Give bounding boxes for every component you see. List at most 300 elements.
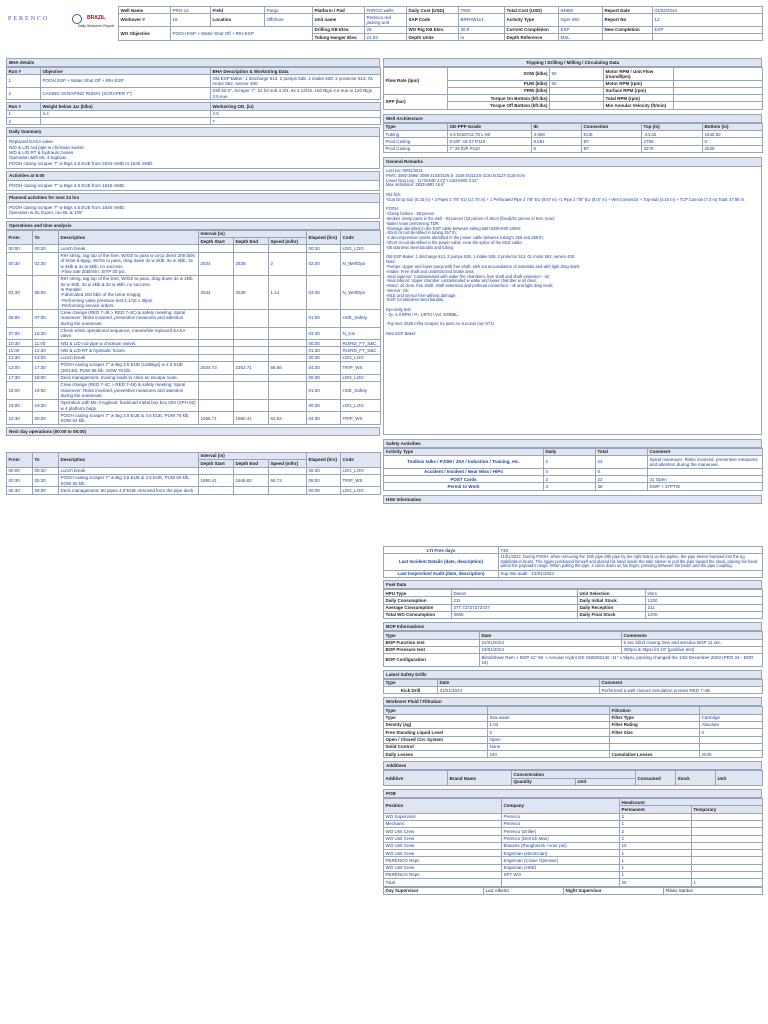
operation-cell: 01:00	[307, 381, 341, 399]
tripping-label: Motor RPM (rpm)	[604, 80, 674, 87]
safety-comment: DWP + 37PTW	[648, 483, 763, 490]
operation-cell	[269, 467, 307, 474]
text-line: POOH:	[386, 206, 400, 212]
general-remarks-text	[384, 167, 761, 339]
operation-cell: 04:30	[307, 361, 341, 374]
pob-row	[384, 879, 763, 886]
flow-rate-label: Flow Rate (lpm)	[384, 68, 448, 95]
night-supervisor-label: Night Supervisor	[564, 887, 664, 894]
operation-cell: 12:30	[33, 347, 59, 354]
operation-cell: 18:00	[7, 381, 33, 399]
operation-cell: POOH casing scraper 7" w Big 3.5 EUE & 4.5 EUE, PUW 76 klb, SOW 62 klb.	[59, 412, 199, 425]
planned-activities-text	[7, 203, 379, 218]
operation-cell: 17:30	[33, 361, 59, 374]
operation-cell: HSE_Safety	[341, 381, 381, 399]
operation-cell: POOH casing scraper 7" w Big 3.5 EUE (120Bigs) w 4.5 EUE (30/148), PUW 88 klb, SOW 70 klb.	[59, 361, 199, 374]
bop-date: 22/01/2024	[480, 639, 622, 646]
pob-cell: 2	[620, 828, 692, 835]
temporary-col: Temporary	[692, 806, 763, 813]
text-line: -Short circuit identified in the power cable, near the splice of the MLE cable;	[386, 239, 523, 245]
operation-cell: 11:00	[7, 347, 33, 354]
general-remarks	[383, 157, 762, 435]
operation-cell: 06:00	[33, 487, 59, 494]
supervisor-table	[383, 887, 763, 895]
depth-end-col: Depth End	[234, 460, 269, 467]
operation-cell	[269, 245, 307, 252]
fuel-cell: Total WO Consumption	[384, 611, 452, 618]
header-label: Depth Reference	[505, 34, 559, 41]
pob-row	[384, 842, 763, 849]
well-arch-cell: 2755	[642, 138, 703, 145]
header-value: 30.9	[459, 26, 505, 33]
fluid-header	[488, 707, 610, 714]
operation-cell: 18:00	[33, 374, 59, 381]
text-line: -Baker team performing TDR:	[386, 220, 440, 226]
text-line: - Q= 4.0 BPM / P= 13PSI / Vol. 200BBL.	[386, 311, 459, 317]
fuel-cell: 1200	[646, 611, 763, 618]
bha-header: BHA Description & Workstring Data	[211, 68, 381, 75]
operation-cell: 02:00	[307, 252, 341, 275]
to-col: To	[33, 230, 59, 245]
bha-weight-header: Workstring OD. (in)	[211, 103, 381, 110]
well-architecture-title: Well Architecture	[383, 114, 762, 123]
operation-cell	[199, 327, 234, 340]
safety-table	[383, 448, 763, 491]
header-label: New Completion	[603, 26, 653, 33]
bha-cell: 1	[7, 75, 41, 88]
text-line: -Pumps: Upper and lower pump with free shaft, with out accumulation of materials and with light drag mark;	[386, 263, 581, 269]
pob-cell: 1	[620, 820, 692, 827]
operation-cell	[234, 354, 269, 361]
safety-comment: Spiral maneuver: Risks involved, preventive measures and attention during the maneuver.	[648, 456, 763, 469]
operation-cell	[269, 487, 307, 494]
fuel-row	[384, 604, 763, 611]
text-line: Old fish:	[386, 191, 402, 197]
operation-cell: 2	[269, 252, 307, 275]
operation-row	[7, 252, 381, 275]
operation-cell	[199, 309, 234, 327]
operation-cell: Lunch break	[59, 467, 199, 474]
lti-label: LTI Free days	[384, 547, 499, 554]
well-arch-cell: EUE	[582, 131, 642, 138]
fuel-cell: 211	[646, 604, 763, 611]
bha-cell: Drill bit 6", Scraper 7", 01 bit sub 4.3/4, 8x 4.13/16, 150 Bigs 4.5 eue to 120 Bigs 3.5 eue	[211, 87, 381, 100]
text-line: POOH casing scraper 7" w Bigs 4.5 EUE from 2534 mMD to 1646 mMD.	[9, 160, 154, 166]
text-line: N/D & L/D RT & hydraulic hoses.	[9, 149, 75, 155]
header-value: 12	[653, 14, 763, 27]
elapsed-col: Elapsed (hrs)	[307, 230, 341, 245]
operation-row	[7, 399, 381, 412]
operation-cell	[234, 309, 269, 327]
operation-cell: 2538	[234, 252, 269, 275]
operation-cell: 04:30	[307, 412, 341, 425]
description-col: Description	[59, 452, 199, 467]
from-col: From	[7, 230, 33, 245]
pob-cell: PERENCO Reps	[384, 857, 502, 864]
well-arch-row	[384, 138, 763, 145]
drills-title: Latest Safety Drills	[383, 670, 762, 679]
operation-cell: N_WellOps	[341, 275, 381, 309]
operation-cell	[269, 347, 307, 354]
bop-type: BOP Pressure test	[384, 646, 480, 653]
text-line: -Seal inferior: Upper chamber contaminated w water and lower chamber w oil clear;	[386, 278, 538, 284]
fuel-cell: Diesel	[452, 590, 578, 597]
company-col: Company	[502, 799, 620, 814]
wo-objective-label: WO Objective	[119, 26, 171, 41]
header-value: BRPAW114	[459, 14, 505, 27]
operation-cell: Lunch break	[59, 354, 199, 361]
header-label: Report Date	[603, 7, 653, 14]
header-value: MSL	[559, 34, 603, 41]
operation-cell: Check w/Sis operational sequence, meanwhile replaced EASA valve.	[59, 327, 199, 340]
pob-cell: Engeman (Crane Operator)	[502, 857, 620, 864]
text-line: Operation w SL Expro, run BL & 125"	[9, 210, 84, 216]
operation-cell: 10:30	[33, 327, 59, 340]
bha-cell: Old ESP Baker: 1 discharge 513, 2 pumps 538, 1 intake 538, 2 protector 513, 01 motor 562, sensor 400.	[211, 75, 381, 88]
well-arch-header: Connection	[582, 123, 642, 130]
drills-header: Comment	[600, 679, 763, 686]
operation-cell: 00:30	[7, 252, 33, 275]
text-line: -Short circuit identified in tubing 257 th;	[386, 230, 457, 236]
bha-weight-cell: 4.4	[41, 110, 211, 117]
pob-cell: Total	[384, 879, 502, 886]
header-label: Well Name	[119, 7, 171, 14]
operation-cell: 02:30	[33, 252, 59, 275]
text-line: Perfs: 3092-3096/ 3098-3103/3105.5- 3108.5/3113.5-3120.6/3127-3130 m/m	[386, 172, 525, 178]
fluid-row	[384, 729, 763, 736]
operation-cell	[199, 399, 234, 412]
header-label: Report No	[603, 14, 653, 27]
safety-comment	[648, 468, 763, 475]
operation-cell: 00:30	[307, 340, 341, 347]
pob-cell	[692, 857, 763, 864]
fluid-row	[384, 743, 763, 750]
fluid-cell: 240	[488, 751, 610, 758]
drill-comment: Performed a well closure simulation w team RED 7-4B.	[600, 687, 763, 694]
pob-cell: Perenco (Driller)	[502, 828, 620, 835]
text-line: -Motor: oil clear, free shaft, shaft extension and pothead connection - ok and light drag mark;	[386, 283, 554, 289]
operation-cell: 11:00	[33, 340, 59, 347]
pob-cell: 2	[620, 813, 692, 820]
operation-cell: TRIP_WS	[341, 474, 381, 487]
pob-row	[384, 813, 763, 820]
tripping-label: Min Annular Velocity (ft/min)	[604, 102, 674, 109]
text-line: N/D & L/D rod pipe w chicksan swivel.	[9, 144, 85, 150]
tripping-label: SOW (klbs)	[448, 68, 550, 81]
operation-cell: 00:30	[7, 474, 33, 487]
well-arch-cell: 8.681	[532, 138, 582, 145]
fluid-cell: 2045	[700, 751, 763, 758]
spp-label: SPP (bar)	[384, 95, 448, 110]
fluid-cell: Density (sg)	[384, 721, 488, 728]
fluid-row	[384, 714, 763, 721]
operation-cell	[269, 354, 307, 361]
operation-cell: 06:00	[33, 275, 59, 309]
planned-activities	[6, 193, 380, 219]
operation-cell: Crew change (RED 7-4C > RED 7-48) & safety meeting: Spiral maneuver: Risks involved, preventive measures and attention during the maneuver.	[59, 381, 199, 399]
operation-cell: 01:00	[307, 309, 341, 327]
report-header	[6, 6, 762, 55]
bha-weight-cell: 7	[211, 118, 381, 125]
operation-cell: 19:30	[7, 412, 33, 425]
operation-row	[7, 347, 381, 354]
operation-cell	[234, 467, 269, 474]
well-architecture-table	[383, 123, 763, 153]
safety-total: 22	[596, 456, 648, 469]
tripping-value	[674, 68, 763, 81]
well-arch-cell: BT	[582, 138, 642, 145]
operation-row	[7, 245, 381, 252]
operation-cell: 00:00	[7, 467, 33, 474]
operation-cell: 05:30	[7, 487, 33, 494]
operation-cell: TRIP_WS	[341, 412, 381, 425]
operation-cell: 05:00	[307, 474, 341, 487]
bop-type: BOP Configuration	[384, 654, 480, 667]
fluid-cell: Open	[488, 736, 610, 743]
right-column	[383, 58, 762, 504]
tripping-value	[674, 102, 763, 109]
quantity-col: Quantity	[512, 778, 576, 785]
headcount-col: Headcount	[620, 799, 763, 806]
fluid-row	[384, 721, 763, 728]
well-arch-cell: BT	[582, 145, 642, 152]
pob-cell: 1	[692, 879, 763, 886]
fluid-cell: Filter Size	[610, 729, 700, 736]
header-value: m	[459, 34, 505, 41]
operation-cell	[234, 340, 269, 347]
operation-cell: 03:30	[307, 327, 341, 340]
safety-total: 22	[596, 476, 648, 483]
text-line: -Broken clamp parts in the well - 94 pieces (33 pieces of 16cm (fixed)/61 pieces of 9cm (rear)	[386, 215, 555, 221]
well-arch-cell: 4.5 EUE#12.75 L-80	[448, 131, 532, 138]
next-day-title: Next day operations (00:00 to 06:00)	[6, 427, 380, 436]
header-label: Unit name	[313, 14, 365, 27]
fluid-cell: Filter Rating	[610, 721, 700, 728]
operation-cell: 2538	[234, 275, 269, 309]
safety-daily: 2	[544, 476, 596, 483]
operation-row	[7, 361, 381, 374]
operation-cell	[199, 374, 234, 381]
pob-cell: WO Unit Crew	[384, 835, 502, 842]
operation-cell	[234, 487, 269, 494]
tripping-value	[674, 80, 763, 87]
drills-header: Type	[384, 679, 438, 686]
well-arch-cell: Tubing	[384, 131, 448, 138]
operation-row	[7, 487, 381, 494]
pob-cell	[692, 813, 763, 820]
operation-cell: LDG_LOG	[341, 245, 381, 252]
operation-cell: 2266.71	[199, 412, 234, 425]
operation-cell	[269, 340, 307, 347]
fuel-cell: 277.72727272727	[452, 604, 578, 611]
tripping-value	[674, 87, 763, 94]
header-value: Pargo	[265, 7, 313, 14]
operation-row	[7, 340, 381, 347]
fluid-cell: Daily Losses	[384, 751, 488, 758]
operation-cell: 66.72	[269, 474, 307, 487]
depth-end-col: Depth End	[234, 238, 269, 245]
perenco-logo-icon	[72, 14, 82, 24]
well-arch-header: Type	[384, 123, 448, 130]
bha-cell: 2	[7, 87, 41, 100]
pob-row	[384, 871, 763, 878]
safety-title: Safety Activities	[383, 439, 762, 448]
daily-summary-title: Daily Summary	[7, 128, 379, 137]
operation-cell: RU/RD_FT_S&C	[341, 347, 381, 354]
fluid-header: Type	[384, 707, 488, 714]
unit-col: Unit	[716, 771, 763, 786]
pob-title: POB	[383, 789, 762, 798]
header-value: PARGO wells	[365, 7, 407, 14]
text-line: -Sensor: Ok;	[386, 287, 409, 293]
fluid-cell	[700, 736, 763, 743]
night-supervisor: Flávio Santos	[664, 887, 763, 894]
operation-row	[7, 381, 381, 399]
operation-cell	[269, 309, 307, 327]
elapsed-col: Elapsed (hrs)	[307, 452, 341, 467]
header-value: 25	[365, 26, 407, 33]
operation-cell	[234, 374, 269, 381]
operation-row	[7, 474, 381, 487]
pob-row	[384, 857, 763, 864]
operation-cell: 2534	[199, 252, 234, 275]
well-arch-cell: 0	[703, 138, 763, 145]
wo-objective: POOH ESP + Water Shut Off + RIH ESP	[171, 26, 313, 41]
operation-cell: 2534.73	[199, 361, 234, 374]
operation-cell: 00:30	[307, 487, 341, 494]
fluid-cell: 0	[700, 729, 763, 736]
incident-text: 11/01/2022. During POOH, when removing the 15th pipe (8th pipe by the right team) on the pipline, the pipe sleeve bumped into the rig stabilization beam. The rigger positioned himself and placed his hand inside the tube sleeve to pull the pipe toward the stock, placing his hand within the payload's range. When pulling the pipe, it came down on his finger, pressing between the beam and the pipe coupling.	[499, 554, 763, 570]
operation-row	[7, 309, 381, 327]
well-arch-header: ID	[532, 123, 582, 130]
pob-cell: WO Unit Crew	[384, 850, 502, 857]
bha-table	[6, 67, 381, 100]
operation-cell: 19:00	[7, 399, 33, 412]
code-col: Code	[341, 452, 381, 467]
consumed-col: Consumed	[636, 771, 676, 786]
text-line: -4 decompression points identified in the power cable between tubing's 258 and 259 th;	[386, 235, 544, 241]
operation-cell: LDG_LOG	[341, 354, 381, 361]
pob-cell: 20	[620, 879, 692, 886]
operation-cell: 00:00	[33, 412, 59, 425]
header-label: Tubing Hanger Elev.	[313, 34, 365, 41]
speed-col: Speed (m/hr)	[269, 460, 307, 467]
pob-row	[384, 864, 763, 871]
brand-col: Brand Name	[448, 771, 512, 786]
header-label: Daily Cost (USD)	[407, 7, 459, 14]
concentration-col: Concentration	[512, 771, 636, 778]
well-arch-cell: 9 5/8" 43-47 P110	[448, 138, 532, 145]
tripping-value: 60	[550, 80, 604, 87]
fluid-cell: Sea water	[488, 714, 610, 721]
operation-cell: 00:30	[33, 467, 59, 474]
operations-title: Operations and time analysis	[6, 221, 380, 230]
header-value: Perenco red jacking unit	[365, 14, 407, 27]
header-label: WO Rig KB Elev.	[407, 26, 459, 33]
header-value: 7900	[459, 7, 505, 14]
operation-cell: 03:30	[307, 275, 341, 309]
header-label: Workover #	[119, 14, 171, 27]
operation-cell: 1.14	[269, 275, 307, 309]
fluid-cell: Cartridge	[700, 714, 763, 721]
header-label: Depth Units	[407, 34, 459, 41]
pob-cell	[692, 842, 763, 849]
operation-row	[7, 327, 381, 340]
tripping-label: Torque On Bottom (kft.lbs)	[448, 95, 550, 102]
text-line: -05 stainless steel bandits and tubing	[386, 244, 454, 250]
header-label: Activity Type	[505, 14, 559, 27]
text-line: -ESP, 04 stainless steel bandits.	[386, 297, 445, 303]
drill-date: 31/01/2024	[438, 687, 600, 694]
operation-cell	[199, 487, 234, 494]
tripping-value	[550, 87, 604, 94]
description-col: Description	[59, 230, 199, 245]
well-arch-cell: Prod Casing	[384, 145, 448, 152]
fluid-cell: Free Standing Liquid Level	[384, 729, 488, 736]
pob-cell: WO Unit Crew	[384, 842, 502, 849]
operation-cell: 00:30	[307, 467, 341, 474]
operation-cell	[269, 374, 307, 381]
header-value	[653, 34, 763, 41]
header-value: ESP	[653, 26, 763, 33]
header-value: 01/02/2024	[653, 7, 763, 14]
text-line: New ESP Baker:	[386, 331, 417, 337]
pob-cell: SPT WO	[502, 871, 620, 878]
pob-cell	[692, 864, 763, 871]
well-arch-cell: 1646.82	[703, 131, 763, 138]
fluid-cell	[610, 743, 700, 750]
fuel-table	[383, 589, 763, 619]
operation-cell: 19:30	[33, 399, 59, 412]
tripping-value	[674, 95, 763, 102]
header-label: Platform / Pad	[313, 7, 365, 14]
well-arch-cell: 6	[532, 145, 582, 152]
fuel-cell: Daily Final Stock	[578, 611, 646, 618]
safety-total: 38	[596, 483, 648, 490]
next-day-table	[6, 452, 381, 495]
fluid-row	[384, 736, 763, 743]
bop-table	[383, 631, 763, 666]
drills-table	[383, 679, 763, 695]
bha-weight-cell: 1	[7, 110, 41, 117]
safety-activity: Accident / Incident / Near Miss / HiPo	[384, 468, 544, 475]
lti-value: 748	[499, 547, 763, 554]
operation-cell	[234, 399, 269, 412]
tripping-table	[383, 67, 763, 110]
safety-activity: Toolbox talks / PJSM / JSA / Induction / Training, etc.	[384, 456, 544, 469]
fluid-cell: Solid Control	[384, 743, 488, 750]
operation-cell: 00:00	[7, 245, 33, 252]
operation-cell: Deck management, moving loads to clear an escape route.	[59, 374, 199, 381]
drills-header: Date	[438, 679, 600, 686]
pob-cell: 2	[620, 835, 692, 842]
audit-label: Last Inspection/ Audit (date, description)	[384, 570, 499, 577]
pob-cell	[692, 871, 763, 878]
text-line: POOH casing scraper 7" w Bigs 4.5 EUE from 1646 mMD.	[9, 205, 126, 211]
header-label	[603, 34, 653, 41]
bha-weight-table	[6, 102, 381, 125]
safety-total: 0	[596, 468, 648, 475]
text-line: Max inclination: 2833mMD 18.8°	[386, 182, 445, 188]
pob-cell: Perenco (Derrick Man)	[502, 835, 620, 842]
activities-at-six-text: POOH casing scraper 7" w Bigs 4.5 EUE from 1646 mMD.	[9, 182, 126, 188]
bha-weight-cell: 4.5	[211, 110, 381, 117]
operation-cell: LDG_LOG	[341, 487, 381, 494]
fuel-cell: Daily Initial Stock	[578, 597, 646, 604]
operation-cell	[269, 399, 307, 412]
operation-cell	[234, 347, 269, 354]
pob-cell: Perenco	[502, 813, 620, 820]
